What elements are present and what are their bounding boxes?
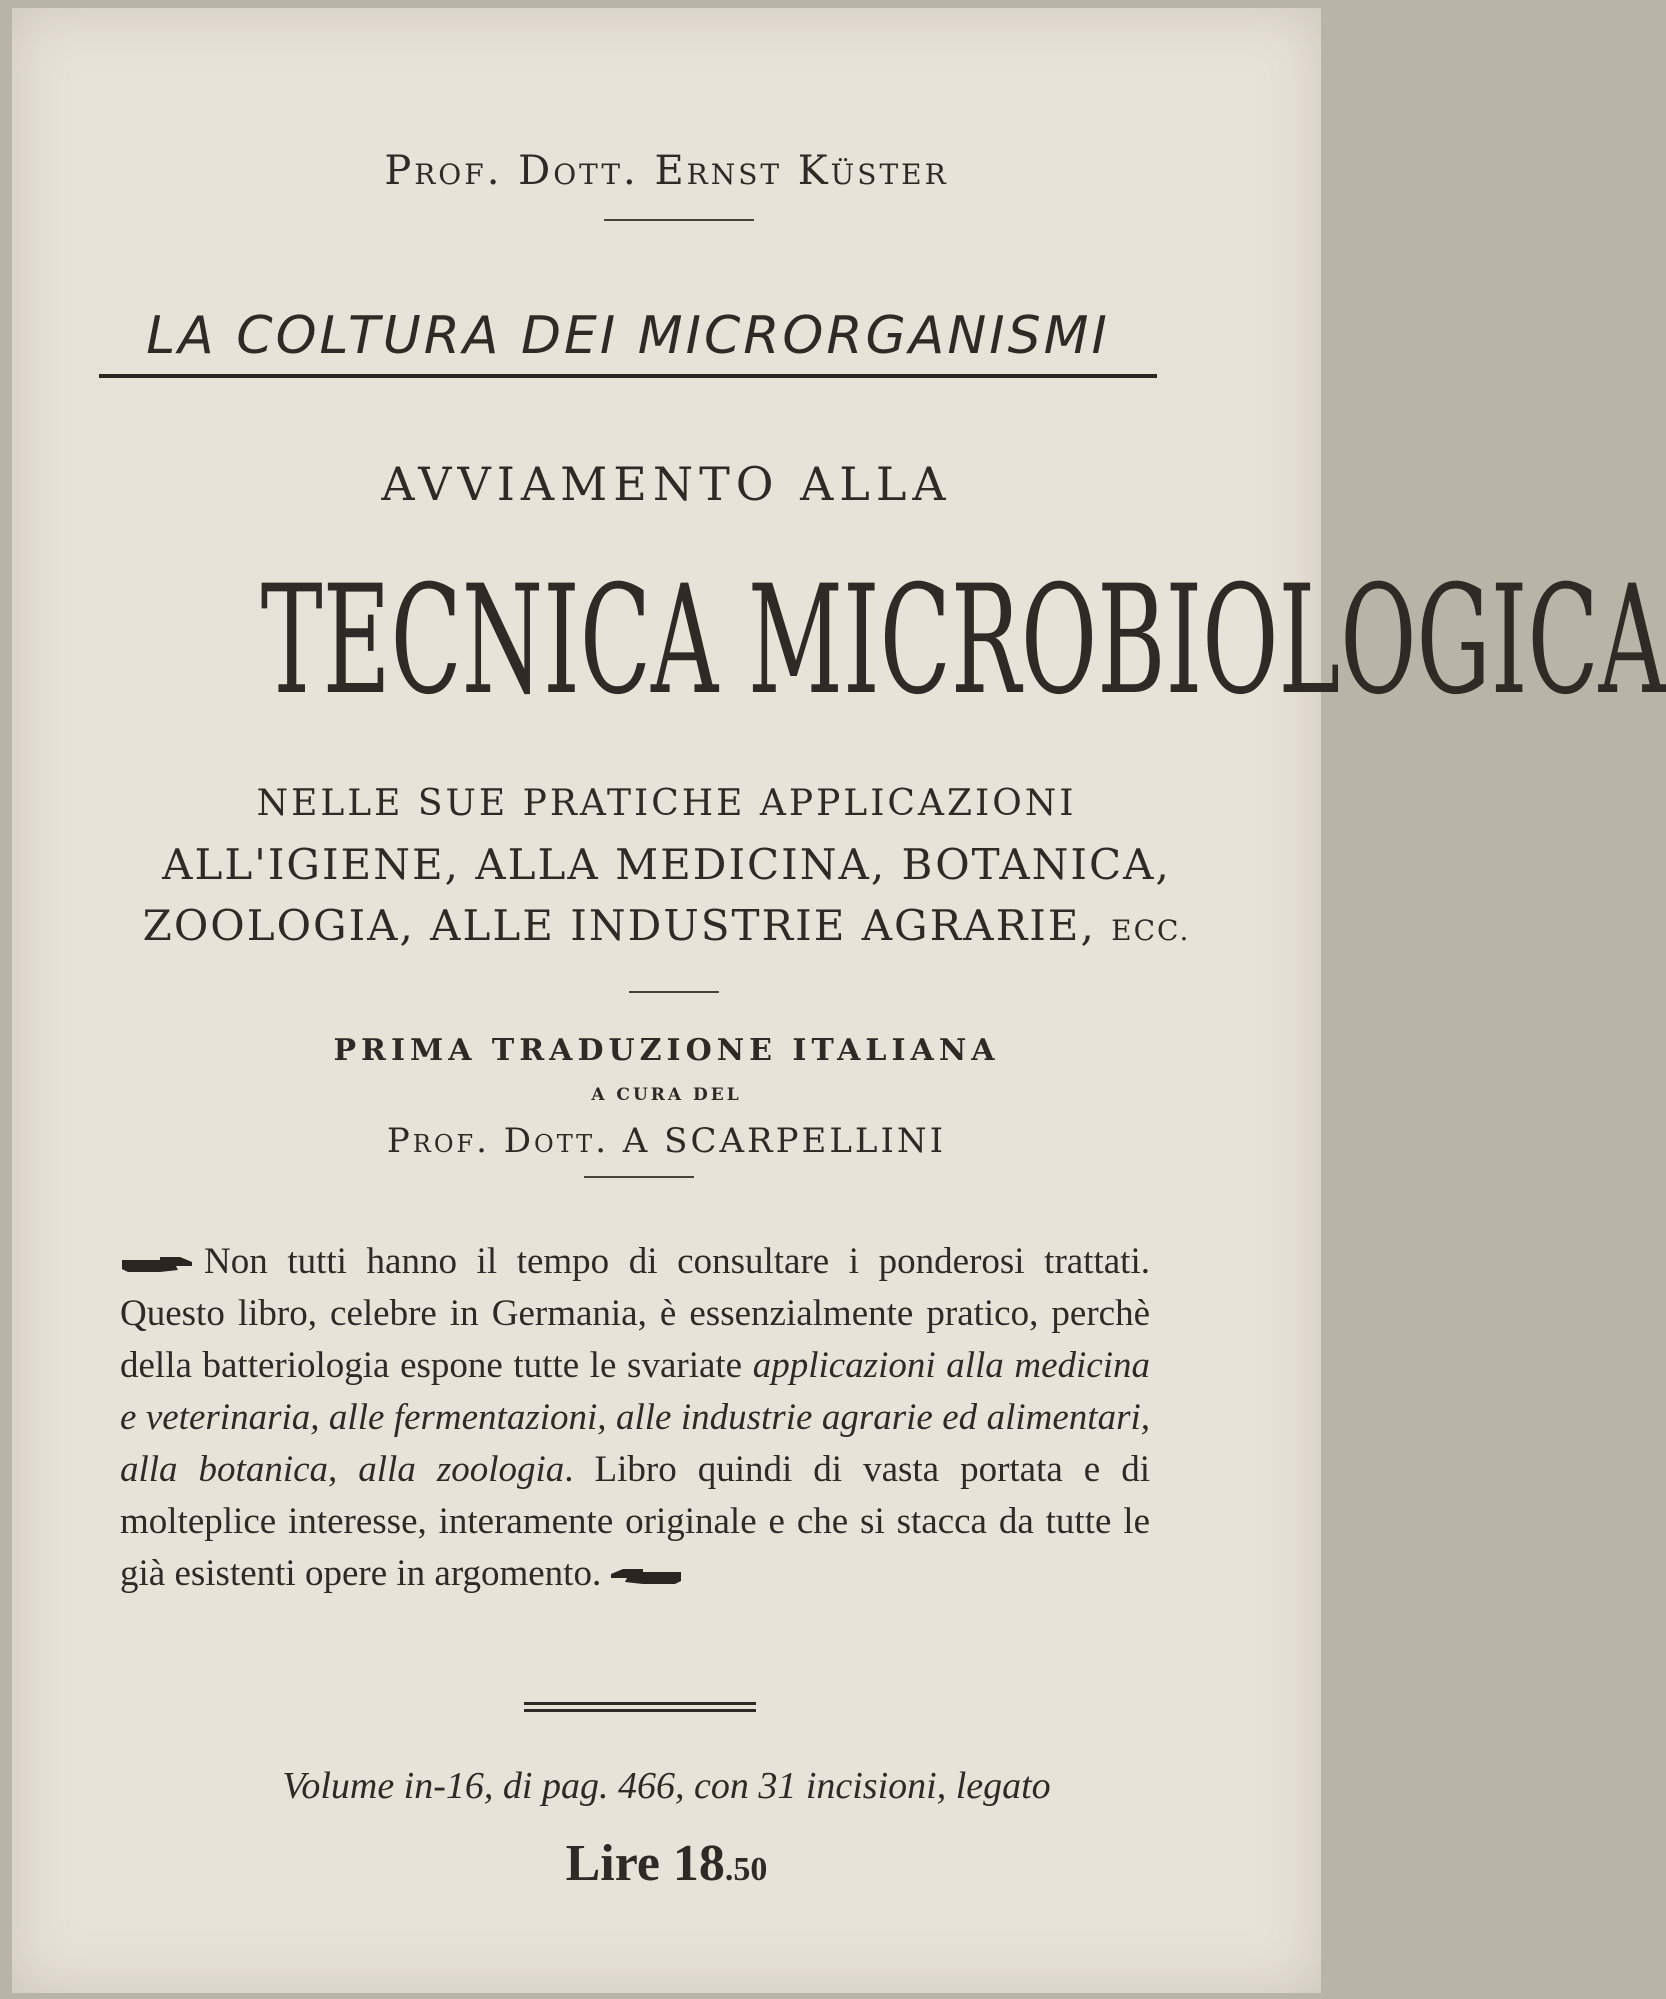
series-title: LA COLTURA DEI MICRORGANISMI [146,306,1110,366]
pointing-hand-end-icon [609,1566,683,1588]
blurb-text-2: . Libro quindi di vasta portata e di molteplice interesse, interamente originale e che si stacca da tutte le già esistenti opere in argomento. [120,1449,1150,1594]
translator-divider [584,1176,694,1178]
series-rule [99,374,1157,378]
subtitle-line-3 [12,901,1321,950]
subtitle-line-3-text: ZOOLOGIA, ALLE INDUSTRIE AGRARIE, [142,901,1096,950]
volume-info: Volume in-16, di pag. 466, con 31 incisioni, legato [282,1765,1051,1807]
blurb-italic: applicazioni alla medicina e veterinaria, alle fermentazioni, alle industrie agrarie ed alimentari, alla botanica, alla zoologia [120,1345,1150,1490]
translation-note: PRIMA TRADUZIONE ITALIANA [333,1033,1000,1068]
pretitle: AVVIAMENTO ALLA [381,457,952,511]
main-title: TECNICA MICROBIOLOGICA [260,554,1666,728]
subtitle-ecc: ECC. [1111,914,1191,947]
price [12,1834,1321,1893]
curated-by: A CURA DEL [591,1085,742,1105]
price-cents: .50 [724,1851,768,1888]
double-rule-top [524,1702,756,1705]
double-rule-bottom [524,1709,756,1712]
subtitle-line-2: ALL'IGIENE, ALLA MEDICINA, BOTANICA, [162,840,1171,889]
book-cover [12,8,1666,1993]
author: Prof. Dott. Ernst Küster [384,148,949,194]
price-label: Lire 18 [565,1835,725,1892]
author-divider [604,219,754,221]
blurb [120,1236,1150,1600]
translator: Prof. Dott. A SCARPELLINI [386,1121,947,1161]
pointing-hand-icon [120,1254,194,1276]
subtitle-divider [629,991,719,993]
blurb-text-1: Non tutti hanno il tempo di consultare i ponderosi trattati. Questo libro, celebre in Germania, è essenzialmente pratico, perchè della batteriologia espone tutte le svariate [120,1241,1150,1386]
subtitle-line-1: NELLE SUE PRATICHE APPLICAZIONI [256,783,1077,824]
